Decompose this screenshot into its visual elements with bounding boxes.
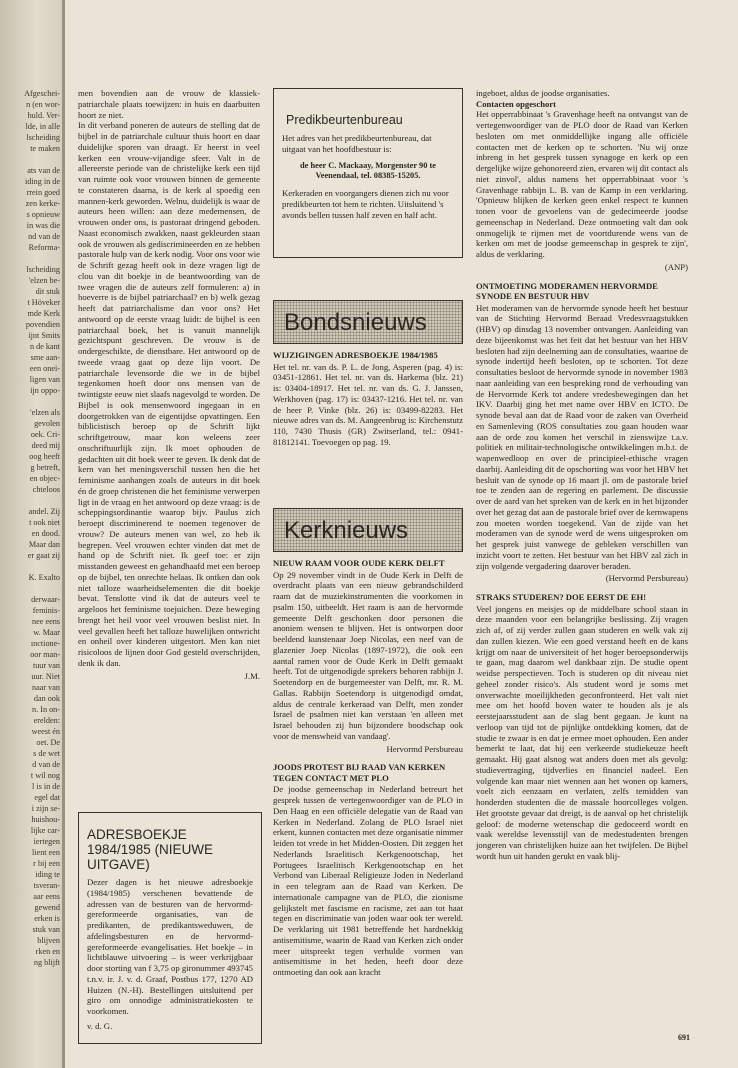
spine-text-line: i zijn se- (31, 804, 60, 813)
spine-text-line: dan ook (33, 694, 60, 703)
spine-text-line: er gaat zij (27, 551, 60, 560)
spine-text-line: rrein goed (26, 188, 60, 197)
article-signoff-ontmoeting: (Hervormd Persbureau) (605, 573, 688, 584)
bondsnieuws-body: Het tel. nr. van ds. P. L. de Jong, Asperen (pag. 4) is: 03451-12861. Het tel. nr. van ds. Harkema (blz. 21) is: 03404-18917. Het tel. nr. van ds. G. J. Janssen, Werkhoven (pag. 17) is: 03437-1216. Het tel. nr. van de heer P. Vinke (blz. 26) is: 03499-82283. Het nieuwe adres van ds. M. Aangeenbrug is: Kirchenstutz 110, 7430 Thusis (GR) Zwitserland, tel.: 0941-81812141. Toevoegen op pag. 19. (273, 361, 463, 447)
spine-text-line: lient een (32, 848, 60, 857)
predikbeurtenbureau-intro: Het adres van het predikbeurtenbureau, dat uitgaat van het hoofdbestuur is: (282, 133, 432, 154)
spine-text-block (2, 572, 60, 583)
bondsnieuws-article (273, 350, 463, 448)
column-book-review (78, 88, 260, 681)
spine-text-line: oek. Cri- (30, 430, 60, 439)
article-signoff-oude-kerk: Hervormd Persbureau (386, 743, 463, 754)
spine-text-line: tuur van (32, 661, 60, 670)
spine-text-line: chteloos (32, 485, 60, 494)
spine-text-block (2, 88, 60, 154)
article-headline-studeren: STRAKS STUDEREN? DOE EERST DE EH! (476, 592, 647, 602)
predikbeurtenbureau-body: Kerkeraden en voorgangers dienen zich nu voor predikbeurten tot hem te richten. Uitsluitend 's avonds bellen tussen half zeven en half acht. (282, 188, 449, 220)
spine-text-line: zen kerke- (25, 199, 60, 208)
article-headline-joods-protest: JOODS PROTEST BIJ RAAD VAN KERKEN TEGEN CONTACT MET PLO (273, 762, 446, 783)
spine-text-line: tsveran- (33, 881, 60, 890)
spine-text-line: gewend (34, 903, 60, 912)
spine-text-line: ng blijft (33, 958, 60, 967)
spine-text-line: dit stuk (35, 287, 60, 296)
spine-text-line: ijn oppo- (30, 386, 60, 395)
adresboekje-box (78, 812, 262, 1044)
spine-text-line: s opnieuw (26, 210, 60, 219)
spine-text-line: feminis- (32, 606, 60, 615)
bondsnieuws-banner: Bondsnieuws (273, 300, 463, 344)
review-signoff: J.M. (244, 670, 260, 681)
spine-text-line: povendien (25, 320, 60, 329)
spine-text-line: rken en (35, 947, 60, 956)
spine-text-line: ats van de (27, 166, 60, 175)
article-body-oude-kerk: Op 29 november vindt in de Oude Kerk in Delft de overdracht plaats van een nieuw gebrandschilderd raam dat de muziekinstrumenten die voorkomen in psalm 150, uitbeeldt. Het raam is aan de hervormde gemeente Delft geschonken door personen die anoniem wensen te blijven. Het is ontworpen door beeldend kunstenaar Joep Nicolas, een neef van de glazenier Joep Nicolas (1897-1972), die ook een aantal ramen voor de Oude Kerk in Delft gemaakt heeft. Tot de uitgenodigde sprekers behoren rabbijn J. Soetendorp en de burgemeester van Delft, mr. R. M. Gallas. Rabbijn Soetendorp is uitgenodigd omdat, aldus de centrale kerkeraad van Delft, men zonder Israel de psalmen niet kan verstaan 'en alleen met Israel behouden zij hun bijzondere boodschap ook voor de menswheid van vandaag'. (273, 569, 463, 741)
spine-text-line: K. Exalto (28, 573, 60, 582)
spine-text-line: t wil nog (30, 771, 60, 780)
spine-text-block (2, 407, 60, 495)
predikbeurtenbureau-box (273, 88, 463, 258)
spine-text-line: oor man- (30, 650, 60, 659)
spine-text-line: deed mij (31, 441, 60, 450)
spine-text-block (2, 165, 60, 253)
spine-text-line: w. Maar (33, 628, 60, 637)
spine-text-line: en dood. (31, 529, 60, 538)
spine-text-line: uur. Niet (31, 672, 60, 681)
spine-text-line: l is in de (32, 782, 60, 791)
contacten-signoff: (ANP) (664, 261, 688, 272)
spine-text-line: erelden: (33, 716, 60, 725)
spine-text-line: t ook niet (29, 518, 60, 527)
spine-text-line: gevolen (34, 419, 60, 428)
spine-text-line: egel dat (34, 793, 60, 802)
spine-text-line: Maar dan (28, 540, 60, 549)
bondsnieuws-headline: WIJZIGINGEN ADRESBOEKJE 1984/1985 (273, 350, 438, 360)
spine-text-line: en objec- (29, 474, 60, 483)
spine-text-line: ınctione- (30, 639, 60, 648)
article-headline-ontmoeting: ONTMOETING MODERAMEN HERVORMDE SYNODE EN BESTUUR HBV (476, 280, 658, 301)
spine-text-line: n. In on- (32, 705, 60, 714)
spine-text-line: lde, in alle (25, 122, 60, 131)
spine-text-line: aar eens (33, 892, 60, 901)
spine-text-line: d van de (32, 760, 60, 769)
spine-text-line: n (en wor- (26, 100, 60, 109)
spine-text-line: 'elzen als (30, 408, 60, 417)
spine-text-line: huld. Ver- (27, 111, 60, 120)
article-headline-oude-kerk: NIEUW RAAM VOOR OUDE KERK DELFT (273, 558, 445, 568)
spine-text-line: nee eens (32, 617, 60, 626)
spine-text-line: mde Kerk (27, 309, 60, 318)
predikbeurtenbureau-address: de heer C. Mackaay, Morgenster 90 te Veenendaal, tel. 08385-15205. (300, 160, 436, 181)
spine-text-line: huishou- (31, 815, 60, 824)
page-number: 691 (678, 1033, 690, 1042)
spine-text-line: iding te (35, 870, 60, 879)
spine-text-line: n de kant (29, 342, 60, 351)
spine-text-line: lscheiding (26, 265, 60, 274)
spine-text-line: r bij een (33, 859, 60, 868)
previous-page-text-fragments (2, 88, 60, 979)
column-right (476, 88, 688, 862)
spine-text-line: Reforma- (28, 243, 60, 252)
spine-text-line: naar van (32, 683, 60, 692)
spine-text-block (2, 594, 60, 968)
spine-text-line: andel. Zij (28, 507, 60, 516)
subhead-contacten: Contacten opgeschort (476, 98, 556, 109)
adresboekje-signoff: v. d. G. (87, 1020, 113, 1031)
contacten-body: Het opperrabbinaat 's Gravenhage heeft na ontvangst van de vertegenwoordiger van de PLO door de Raad van Kerken besloten om met onmiddellijke ingang alle officiële contacten met de kerken op te schorten. 'Nu wij onze inbreng in het gesprek tussen synagoge en kerk op een dergelijke wijze gehonoreerd zien, ervaren wij dit contact als niet zinvol', aldus namens het opperrabbinaat voor 's Gravenhage rabbijn L. B. van de Kamp in een verklaring. 'Opnieuw blijken de kerken geen enkel respect te kunnen tonen voor de gevoelens van de gedecimeerde joodse gemeenschap in Nederland. Deze ontmoeting valt dan ook onmogelijk te rijmen met de voortdurende wens van de kerken om met de joodse gemeenschap in gesprek te zijn', aldus de verklaring. (476, 109, 688, 259)
spine-text-line: blijven (37, 936, 60, 945)
spine-text-line: ijnt Smits (28, 331, 60, 340)
spine-text-line: iding in de (24, 177, 60, 186)
spine-text-line: te maken (30, 144, 60, 153)
spine-text-line: een onei- (29, 364, 60, 373)
spine-text-line: stuk van (32, 925, 60, 934)
spine-text-line: in was die (26, 221, 60, 230)
review-paragraph: In dit verband poneren de auteurs de stelling dat de bijbel in de patriarchale cultuur thuis hoort en daar duidelijke sporen van draagt. Er heerst in veel kerken een vrouw-vijandige sfeer. Valt in de allereerste periode van de christelijke kerk een tijd van ruimte ook voor vrouwen binnen de gemeente te constateren daarna, is de kerk al spoedig een mannen-kerk geworden. Welnu, duidelijk is waar de auteurs heen willen: aan deze medemensen, de vrouwen onder ons, is pastoraat dringend geboden. Naast economisch zwakken, naast gekleurden staan ook de vrouwen als gediscrimineerden en ze hebben pastorale hulp van de kerk nodig. Voor ons voor wie de Schrift gezag heeft ook in deze vragen ligt de clou van dit boekje in de beantwoording van de twee vragen die de auteurs zelf formuleren: a) in hoeverre is de bijbel patriarchaal? en b) welk gezag heeft dat patriarchalisme dan voor ons? Het antwoord op de eerste vraag luidt: de bijbel is een patriarchaal boek, het is vanuit mannelijk gezichtspunt geschreven. De vrouw is de ondergeschikte, de dienstbare. Het antwoord op de tweede vraag gaat op deze lijn voort. De patriarchale levensorde die we in de bijbel tegenkomen hoeft door ons mensen van de twintigste eeuw niet slaafs nagevolgd te worden. De Bijbel is ook mensenwoord ingegaan in en doorgetrokken van de eigentijdse opvattingen. Een biblicistisch beroep op de Schrift lijkt schriftgetrouw, maar kon weleens zeer onschriftuurlijk zijn. Ik moet ophouden de gedachten uit dit boek weer te geven. Ik denk dat de kern van het meningsverschil tussen hen die het feminisme aanhangen zoals de auteurs in dit boek én de groep christenen die het feminisme verwerpen ligt in de vraag en het antwoord op deze vraag: is de scheppingsordinantie waarop bijv. Paulus zich beroept discriminerend te noemen tegenover de vrouw? De auteurs menen van wel, zo heb ik begrepen. Veel vrouwen echter vinden dat met de hand op de Schrift niet. Ik geef toe: er zijn misstanden geweest en gehandhaafd met een beroep op de bijbel, ten onrechte helaas. Ik ontken dan ook niet talloze waarheidselementen die dit boekje bevat. Tenslotte vind ik dat de auteurs veel te argeloos het feminisme toejuichen. Deze beweging brengt het heil voor veel vrouwen beslist niet. In veel gevallen heeft het talloze huwelijken ontwricht en onheil over kinderen uitgestort. Men kan niet risicoloos de lijnen door God gesteld overschrijden, denk ik dan. (78, 120, 260, 668)
spine-text-line: oet. De (36, 738, 60, 747)
spine-text-line: 'elzen be- (28, 276, 60, 285)
spine-text-line: g betreft, (30, 463, 60, 472)
kerknieuws-articles (273, 558, 463, 978)
spine-text-line: erken is (34, 914, 60, 923)
spine-text-line: derwaar- (31, 595, 60, 604)
spine-text-line: t Höveker (27, 298, 60, 307)
page-gutter (62, 0, 65, 1068)
spine-text-line: iertegen (33, 837, 60, 846)
article-body-studeren: Veel jongens en meisjes op de middelbare school staan in deze maanden voor een belangrijke beslissing. Zij vragen zich af, of zij verder zullen gaan studeren en welk vak zij dan zullen kiezen. Wie een goed verstand heeft en de kans krijgt om naar de universiteit of het hoger beroepsonderwijs te gaan, mag daarom wel dankbaar zijn. De studie opent weidse perspectieven. Toch is studeren op dit niveau niet geheel zonder risico's. Als student word je soms met onverwachte moeilijkheden geconfronteerd. Het valt niet mee om het hoofd boven water te houden als je als eerstejaarsstudent aan de slag bent gegaan. Je kunt na verloop van tijd tot de pijnlijke ontdekking komen, dat de studie te zwaar is en dat je ermee moet ophouden. Een ander bemerkt te laat, dat hij een verkeerde studiekeuze heeft gemaakt. Hij gaat alsnog wat anders doen met als gevolg: studievertraging, tijdverlies en financiel nadeel. Een volgende kan maar niet wennen aan het wonen op kamers, voelt zich eenzaam en verlaten, zelfs temidden van honderden studenten die de massale hoorcolleges volgen. Het grootste gevaar dat dreigt, is de aanval op het christelijk geloof: de moderne wetenschap die gedoceerd wordt en vaak wereldse levensstijl van de medestudenten brengen jongeren van christelijken huize aan het twijfelen. De Bijbel wordt hun uit handen gerukt en vaak blij- (476, 603, 688, 861)
spine-text-line: s de wet (33, 749, 60, 758)
adresboekje-title: ADRESBOEKJE 1984/1985 (NIEUWE UITGAVE) (87, 827, 214, 872)
spine-text-block (2, 264, 60, 396)
review-paragraph: men bovendien aan de vrouw de klassiek-patriarchale plaats toewijzen: in huis en daarbuiten hoort ze niet. (78, 88, 260, 120)
spine-text-line: nd van de (28, 232, 60, 241)
spine-text-block (2, 506, 60, 561)
article-body-joods-protest: De joodse gemeenschap in Nederland betreurt het gesprek tussen de vertegenwoordiger van de PLO in Den Haag en een officiële delegatie van de Raad van Kerken in Nederland. Zolang de PLO Israel niet erkent, kunnen contacten met deze organisatie nimmer leiden tot vrede in het Midden-Oosten. Dit zeggen het Nederlands Israelitisch Kerkgenootschap, het Portugees Israelitisch Kerkgenootschap en het Verbond van Liberaal Religieuze Joden in Nederland in een telegram aan de Raad van Kerken. De internationale campagne van de PLO, die zionisme gelijkstelt met fascisme en racisme, zet aan tot haat tegen en discriminatie van joden waar ook ter wereld. De verklaring uit 1981 betreffende het hardnekkig antisemitisme, waarin de Raad van Kerken zich onder meer uitspreekt tegen verhulde vormen van antisemitisme in het heden, heeft door deze ontmoeting dan ook aan kracht (273, 784, 463, 977)
adresboekje-body: Dezer dagen is het nieuwe adresboekje (1984/1985) verschenen bevattende de adressen van de besturen van de hervormd-gereformeerde organisaties, van de predikanten, de predikantsweduwen, de afdelingsbesturen en de hervormd-gereformeerde evangelisaties. Het boekje – in lichtblauwe uitvoering – is weer verkrijgbaar door storting van f 3,75 op gironummer 493745 t.n.v. ir. J. v. d. Graaf, Postbus 177, 1270 AD Huizen (N.-H). Bestellingen uitsluitend per giro om onnodige administratiekosten te voorkomen. (87, 877, 254, 1016)
spine-text-line: lscheiding (26, 133, 60, 142)
spine-text-line: lijke car- (30, 826, 60, 835)
spine-text-line: Afgeschei- (24, 89, 60, 98)
spine-text-line: weest én (31, 727, 60, 736)
kerknieuws-banner: Kerknieuws (273, 508, 463, 552)
predikbeurtenbureau-title: Predikbeurtenbureau (286, 113, 403, 127)
spine-text-line: sme aan- (30, 353, 60, 362)
protest-continuation: ingeboet, aldus de joodse organisaties. (476, 88, 610, 98)
spine-text-line: ligen van (29, 375, 60, 384)
article-body-ontmoeting: Het moderamen van de hervormde synode heeft het bestuur van de Stichting Hervormd Beraad Vredesvraagstukken (HBV) op dinsdag 13 november ontvangen. Aanleiding van deze bijeenkomst was het feit dat het bestuur van het HBV besloten had zijn deelneming aan de consultaties, waartoe de synode indertijd heeft besloten, op te schorten. Tot deze consultaties besloot de hervormde synode in november 1983 naar aanleiding van een bespreking rond de verhouding van de Hervormde Kerk tot andere vredesbewegingen dan het IKV. Daarbij ging het met name over HBV en ICTO. De synode beval aan dat de Raad voor de zaken van Overheid en Samenleving (ROS consultaties zou gaan houden waar aan de orde zou komen het verschil in zienswijze t.a.v. politiek en militair-technologische ontwikkelingen m.b.t. de wapenwedloop en over de principieel-ethische vragen daarbij. Aanleiding dit de opschorting was voor het HBV het besluit van de synode op 16 maart jl. om de pastorale brief toe te zenden aan de regering en parlement. De discussie over de aard van het spreken van de kerk en in het bijzonder over het gezag dat aan de pastorale brief over de kernwapens zou moeten worden toegekend. Van de zijde van het moderamen van de synode werd de wens uitgesproken om het gesprek juist vanwege de gebleken verschillen van inzicht voort te zetten. Het bestuur van het HBV zal zich in zijn volgende vergadering daarover beraden. (476, 302, 688, 571)
spine-text-line: oog heeft (29, 452, 60, 461)
